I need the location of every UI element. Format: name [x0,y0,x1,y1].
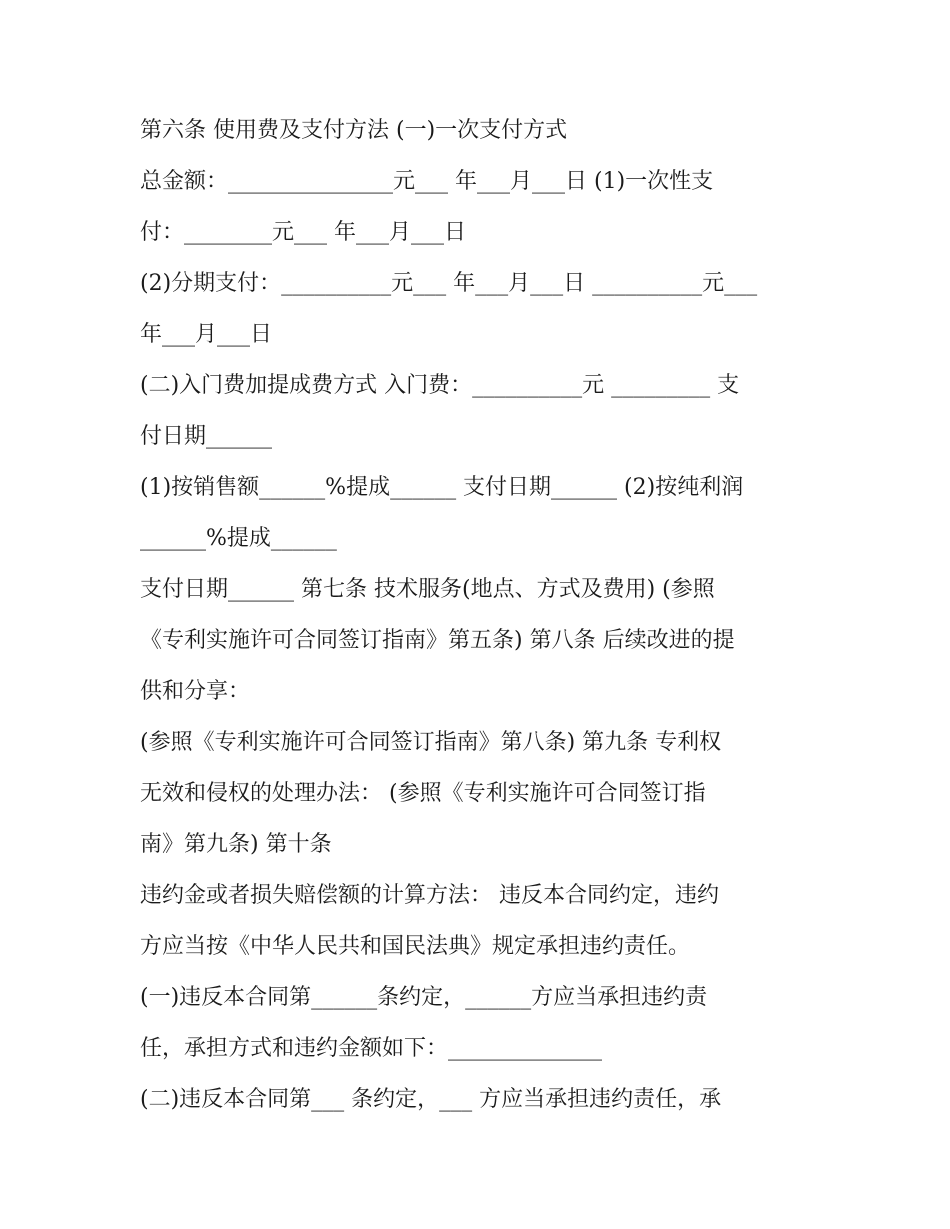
text-line: 支付日期______ 第七条 技术服务(地点、方式及费用) (参照 [140,577,715,602]
text-line: 任，承担方式和违约金额如下：______________ [140,1036,603,1061]
text-line: (一)违反本合同第______条约定，______方应当承担违约责 [140,985,708,1010]
document-body [140,105,830,1125]
text-line: 供和分享： [140,679,251,704]
text-line: 第六条 使用费及支付方法 (一)一次支付方式 [140,118,568,143]
text-line: 付：________元___ 年___月___日 [140,220,466,245]
text-line: (二)入门费加提成费方式 入门费：__________元 _________ 支 [140,373,740,398]
text-line: (参照《专利实施许可合同签订指南》第八条) 第九条 专利权 [140,730,722,755]
text-line: 付日期______ [140,424,273,449]
text-line: 违约金或者损失赔偿额的计算方法： 违反本合同约定，违约 [140,883,719,908]
text-line: (1)按销售额______%提成______ 支付日期______ (2)按纯利润 [140,475,744,500]
text-line: 无效和侵权的处理办法： (参照《专利实施许可合同签订指 [140,781,706,806]
text-line: 总金额：_______________元___ 年___月___日 (1)一次性支 [140,169,714,194]
text-line: 《专利实施许可合同签订指南》第五条) 第八条 后续改进的提 [140,628,735,653]
text-line: (2)分期支付：__________元___ 年___月___日 __________元___ [140,271,758,296]
text-line: (二)违反本合同第___ 条约定，___ 方应当承担违约责任，承 [140,1087,722,1112]
text-line: 年___月___日 [140,322,273,347]
text-line: ______%提成______ [140,526,337,551]
text-line: 方应当按《中华人民共和国民法典》规定承担违约责任。 [140,934,691,959]
text-line: 南》第九条) 第十条 [140,832,332,857]
